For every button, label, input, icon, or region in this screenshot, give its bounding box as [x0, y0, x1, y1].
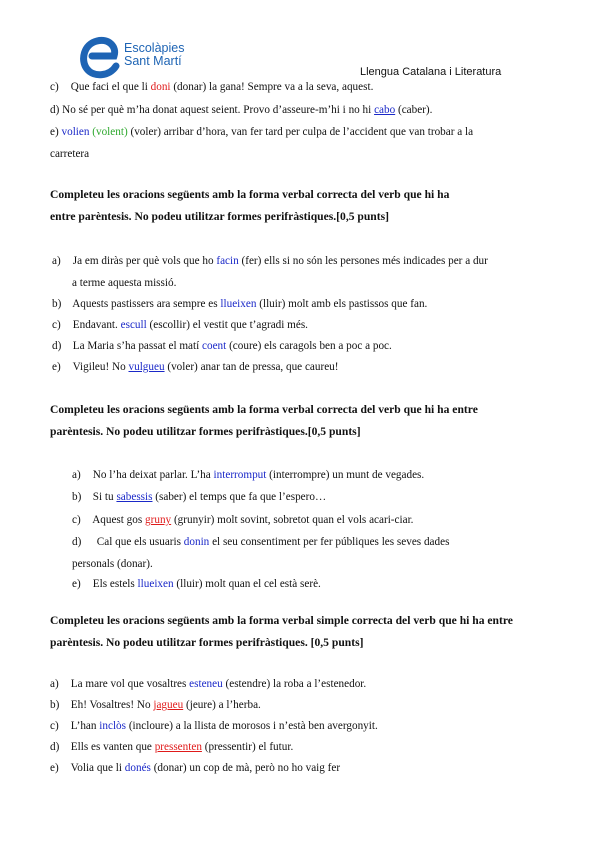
s0-item-e-line2: carretera: [50, 148, 90, 160]
answer: cabo: [374, 104, 396, 116]
item-label: d): [52, 340, 62, 352]
s2-item-a: a) No l’ha deixat parlar. L’ha interromput (interrompre) un munt de vegades.: [72, 469, 425, 481]
item-label: a): [52, 255, 61, 267]
s2-item-b: b) Si tu sabessis (saber) el temps que fa que l’espero…: [72, 491, 327, 503]
item-label: c): [50, 720, 59, 732]
answer: gruny: [145, 514, 172, 526]
answer: donin: [183, 536, 210, 548]
answer: llueixen: [137, 578, 174, 590]
s0-item-e: e) volien (volent) (voler) arribar d’hora, van fer tard per culpa de l’accident que van trobar a la: [50, 126, 474, 138]
item-label: e): [50, 126, 59, 138]
answer: doni: [150, 81, 171, 93]
crossed-answer: (volent): [92, 126, 128, 138]
s3-item-a: a) La mare vol que vosaltres esteneu (estendre) la roba a l’estenedor.: [50, 678, 367, 690]
section1-heading-line1: Completeu les oracions següents amb la forma verbal correcta del verb que hi ha: [50, 188, 450, 201]
s3-item-b: b) Eh! Vosaltres! No jagueu (jeure) a l’herba.: [50, 699, 261, 711]
s1-item-a-line2: a terme aquesta missió.: [72, 277, 177, 289]
item-label: c): [72, 514, 81, 526]
answer: jagueu: [153, 699, 184, 711]
subject-title: Llengua Catalana i Literatura: [360, 66, 502, 78]
item-label: d): [50, 741, 60, 753]
s1-item-c: c) Endavant. escull (escollir) el vestit que t’agradi més.: [52, 319, 308, 331]
logo-line2: Sant Martí: [124, 54, 182, 68]
section2-heading-line1: Completeu les oracions següents amb la forma verbal correcta del verb que hi ha entre: [50, 403, 478, 416]
s3-item-e: e) Volia que li donés (donar) un cop de mà, però no ho vaig fer: [50, 762, 341, 774]
item-label: a): [72, 469, 81, 481]
item-label: e): [52, 361, 61, 373]
item-label: e): [50, 762, 59, 774]
item-label: c): [50, 81, 59, 93]
s3-item-d: d) Ells es vanten que pressenten (pressentir) el futur.: [50, 741, 294, 753]
answer: volien: [61, 126, 90, 138]
section1-heading-line2: entre parèntesis. No podeu utilitzar formes perifràstiques.[0,5 punts]: [50, 210, 389, 223]
section3-heading-line1: Completeu les oracions següents amb la forma verbal simple correcta del verb que hi ha entre: [50, 614, 513, 627]
item-label: e): [72, 578, 81, 590]
answer: escull: [120, 319, 147, 331]
s0-item-d: d) No sé per què m’ha donat aquest seient. Provo d’asseure-m’hi i no hi cabo (caber).: [50, 104, 433, 116]
answer: vulgueu: [128, 361, 165, 373]
s1-item-a: a) Ja em diràs per què vols que ho facin (fer) ells si no són les persones més indicades per a dur: [52, 255, 488, 267]
answer: pressenten: [154, 741, 202, 753]
s1-item-b: b) Aquests pastissers ara sempre es llueixen (lluir) molt amb els pastissos que fan.: [52, 298, 428, 310]
logo-line1: Escolàpies: [124, 41, 185, 55]
answer: sabessis: [116, 491, 153, 503]
answer: facin: [216, 255, 239, 267]
item-label: a): [50, 678, 59, 690]
s2-item-d: d) Cal que els usuaris donin el seu consentiment per fer públiques les seves dades: [72, 536, 450, 548]
answer: llueixen: [220, 298, 257, 310]
section2-heading-line2: parèntesis. No podeu utilitzar formes perifràstiques.[0,5 punts]: [50, 425, 361, 438]
section3-heading-line2: parèntesis. No podeu utilitzar formes perifràstiques. [0,5 punts]: [50, 636, 364, 649]
s2-item-c: c) Aquest gos gruny (grunyir) molt sovint, sobretot quan el vols acari-ciar.: [72, 514, 414, 526]
item-label: b): [52, 298, 62, 310]
answer: coent: [202, 340, 227, 352]
answer: inclòs: [99, 720, 127, 732]
s2-item-d-line2: personals (donar).: [72, 558, 153, 570]
s1-item-e: e) Vigileu! No vulgueu (voler) anar tan de pressa, que caureu!: [52, 361, 339, 373]
s2-item-e: e) Els estels llueixen (lluir) molt quan el cel està serè.: [72, 578, 321, 590]
s1-item-d: d) La Maria s’ha passat el matí coent (coure) els caragols ben a poc a poc.: [52, 340, 392, 352]
item-label: d): [50, 104, 60, 116]
s0-item-c: c) Que faci el que li doni (donar) la gana! Sempre va a la seva, aquest.: [50, 81, 374, 93]
item-label: b): [50, 699, 60, 711]
answer: interromput: [213, 469, 267, 481]
s3-item-c: c) L’han inclòs (incloure) a la llista de morosos i n’està ben avergonyit.: [50, 720, 378, 732]
item-label: b): [72, 491, 82, 503]
item-label: d): [72, 536, 82, 548]
escolapies-logo-icon: [80, 36, 120, 80]
school-logo: [80, 36, 200, 82]
item-label: c): [52, 319, 61, 331]
answer: esteneu: [189, 678, 223, 690]
answer: donés: [124, 762, 151, 774]
